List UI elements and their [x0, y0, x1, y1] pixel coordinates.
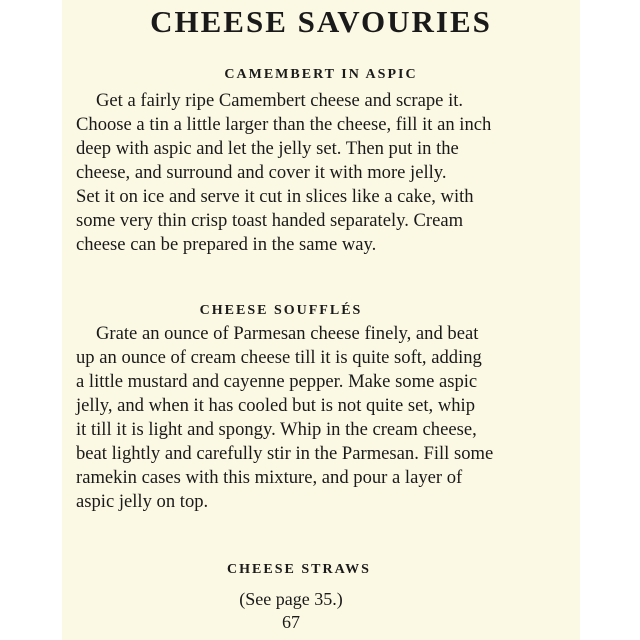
text-line: beat lightly and carefully stir in the Parmesan. Fill some [76, 443, 494, 464]
recipe-heading-souffles: CHEESE SOUFFLÉS [199, 303, 363, 318]
text-line: Get a fairly ripe Camembert cheese and scrape it. [96, 90, 464, 111]
recipe-heading-straws: CHEESE STRAWS [227, 562, 371, 577]
text-line: Grate an ounce of Parmesan cheese finely, and beat [96, 323, 479, 344]
text-line: some very thin crisp toast handed separately. Cream [76, 210, 464, 231]
text-line: deep with aspic and let the jelly set. Then put in the [76, 138, 459, 159]
text-line: aspic jelly on top. [76, 491, 209, 512]
recipe-body-camembert [76, 89, 572, 257]
recipe-heading-camembert: CAMEMBERT IN ASPIC [224, 67, 418, 82]
page-number: 67 [282, 612, 300, 632]
text-line: it till it is light and spongy. Whip in the cream cheese, [76, 419, 477, 440]
text-line: Set it on ice and serve it cut in slices like a cake, with [76, 186, 474, 207]
cross-reference-note: (See page 35.) [239, 589, 343, 609]
text-line: cheese, and surround and cover it with more jelly. [76, 162, 447, 183]
book-page [62, 0, 580, 640]
text-line: ramekin cases with this mixture, and pour a layer of [76, 467, 463, 488]
text-line: jelly, and when it has cooled but is not quite set, whip [76, 395, 476, 416]
text-line: cheese can be prepared in the same way. [76, 234, 377, 255]
text-line: Choose a tin a little larger than the cheese, fill it an inch [76, 114, 492, 135]
text-line: up an ounce of cream cheese till it is quite soft, adding [76, 347, 482, 368]
recipe-body-souffles [76, 322, 572, 514]
page-title: CHEESE SAVOURIES [150, 4, 492, 39]
text-line: a little mustard and cayenne pepper. Make some aspic [76, 371, 478, 392]
